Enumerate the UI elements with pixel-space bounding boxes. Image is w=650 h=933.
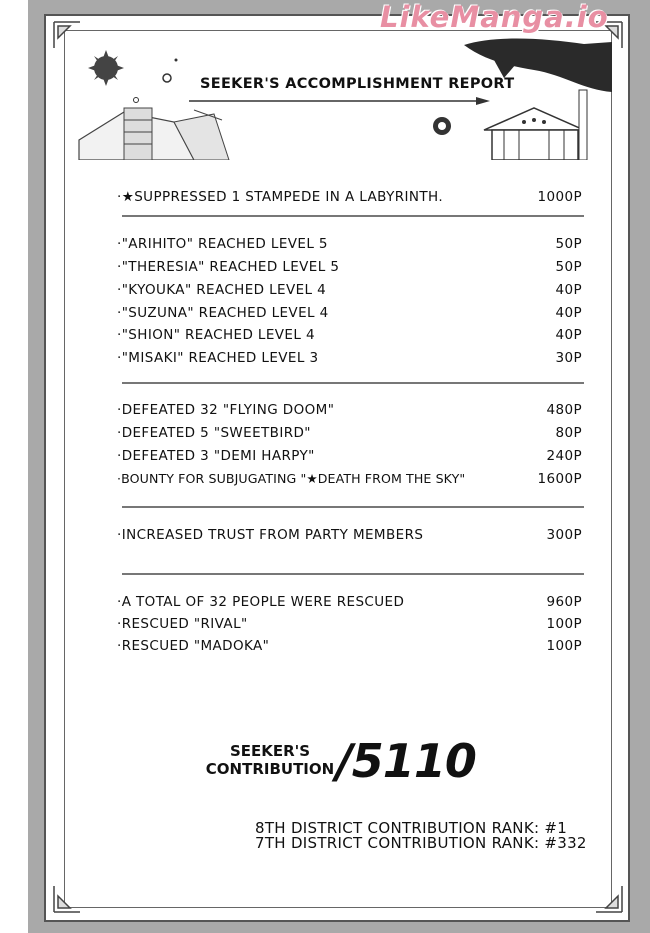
list-item-points: 240P — [546, 448, 582, 464]
list-item: ·"MISAKI" REACHED LEVEL 3 — [117, 350, 319, 366]
list-item: ·"THERESIA" REACHED LEVEL 5 — [117, 259, 340, 275]
list-item: ·DEFEATED 3 "DEMI HARPY" — [117, 448, 315, 464]
list-item-points: 80P — [555, 425, 582, 441]
list-item-points: 30P — [555, 350, 582, 366]
list-item: ·"KYOUKA" REACHED LEVEL 4 — [117, 282, 327, 298]
list-item: ·DEFEATED 32 "FLYING DOOM" — [117, 402, 335, 418]
district-rank-7th: 7TH DISTRICT CONTRIBUTION RANK: #332 — [255, 834, 587, 852]
list-item-points: 40P — [555, 282, 582, 298]
list-item: ·DEFEATED 5 "SWEETBIRD" — [117, 425, 311, 441]
list-item: ·★SUPPRESSED 1 STAMPEDE IN A LABYRINTH. — [117, 189, 444, 205]
frame-corner-bottom-left — [52, 884, 82, 914]
list-item-points: 40P — [555, 305, 582, 321]
section-divider — [122, 506, 584, 508]
list-item-points: 100P — [546, 616, 582, 632]
list-item-points: 1600P — [537, 471, 582, 487]
district-rank-8th: 8TH DISTRICT CONTRIBUTION RANK: #1 — [255, 819, 568, 837]
contribution-total: /5110 — [336, 734, 476, 788]
list-item-points: 960P — [546, 594, 582, 610]
list-item: ·RESCUED "MADOKA" — [117, 638, 270, 654]
section-divider — [122, 382, 584, 384]
header-illustration — [64, 30, 612, 160]
contribution-label-line2: CONTRIBUTION — [205, 760, 335, 778]
report-title: SEEKER'S ACCOMPLISHMENT REPORT — [200, 76, 515, 92]
list-item-points: 1000P — [537, 189, 582, 205]
list-item: ·"ARIHITO" REACHED LEVEL 5 — [117, 236, 328, 252]
list-item-points: 300P — [546, 527, 582, 543]
list-item-points: 50P — [555, 259, 582, 275]
section-divider — [122, 215, 584, 217]
list-item: ·"SUZUNA" REACHED LEVEL 4 — [117, 305, 329, 321]
list-item: ·INCREASED TRUST FROM PARTY MEMBERS — [117, 527, 424, 543]
list-item-points: 40P — [555, 327, 582, 343]
site-watermark: LikeManga.io — [380, 0, 609, 34]
list-item: ·A TOTAL OF 32 PEOPLE WERE RESCUED — [117, 594, 405, 610]
contribution-label-line1: SEEKER'S — [229, 742, 311, 760]
list-item-points: 480P — [546, 402, 582, 418]
list-item: ·"SHION" REACHED LEVEL 4 — [117, 327, 315, 343]
list-item-points: 50P — [555, 236, 582, 252]
list-item-points: 100P — [546, 638, 582, 654]
frame-corner-bottom-right — [594, 884, 624, 914]
section-divider — [122, 573, 584, 575]
list-item: ·RESCUED "RIVAL" — [117, 616, 248, 632]
list-item: ·BOUNTY FOR SUBJUGATING "★DEATH FROM THE SKY" — [117, 471, 466, 486]
